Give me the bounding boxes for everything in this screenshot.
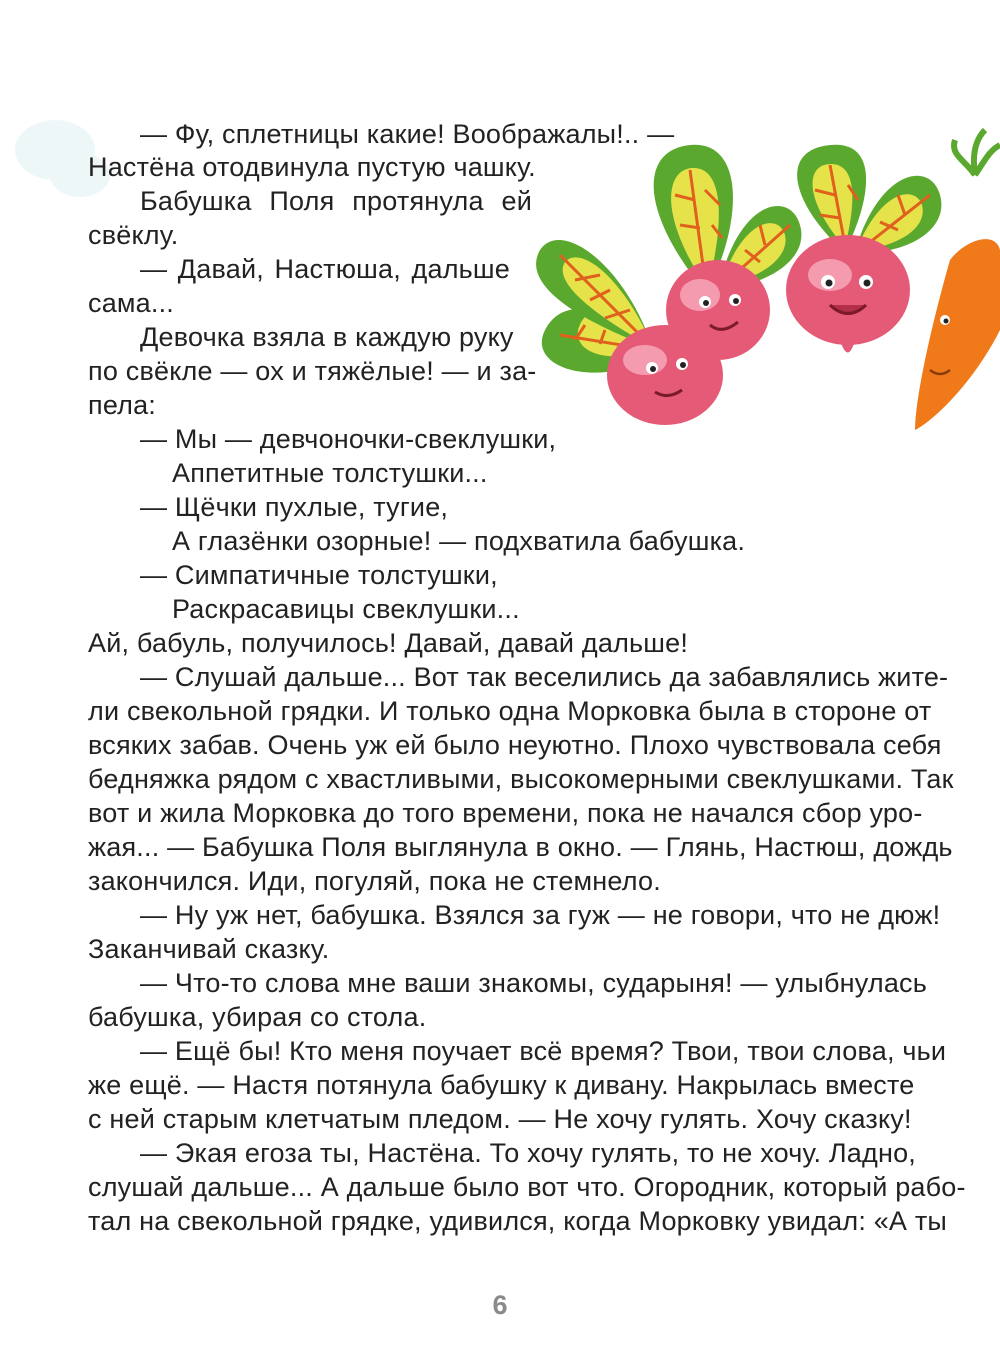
- text-line-24: — Ну уж нет, бабушка. Взялся за гуж — не говори, что не дюж!: [140, 900, 941, 930]
- text-line-14: — Симпатичные толстушки,: [140, 560, 498, 590]
- text-line-1: — Фу, сплетницы какие! Воображалы!.. —: [140, 119, 675, 149]
- text-line-25: Заканчивай сказку.: [88, 934, 330, 964]
- text-line-2: Настёна отодвинула пустую чашку.: [88, 152, 536, 182]
- text-line-4: свёклу.: [88, 220, 179, 250]
- text-line-9: пела:: [88, 390, 157, 420]
- text-line-15: Раскрасавицы свеклушки...: [172, 594, 520, 624]
- right-beet: [786, 235, 910, 353]
- text-line-31: — Экая егоза ты, Настёна. То хочу гулять, то не хочу. Ладно,: [140, 1138, 917, 1168]
- text-line-10: — Мы — девчоночки-свеклушки,: [140, 424, 557, 454]
- text-line-32: слушай дальше... А дальше было вот что. Огородник, который рабо-: [88, 1172, 966, 1202]
- text-line-8: по свёкле — ох и тяжёлые! — и за-: [88, 356, 537, 386]
- text-line-29: же ещё. — Настя потянула бабушку к дивану. Накрылась вместе: [88, 1070, 915, 1100]
- text-line-20: бедняжка рядом с хвастливыми, высокомерными свеклушками. Так: [88, 764, 954, 794]
- text-line-33: тал на свекольной грядке, удивился, когда Морковку увидал: «А ты: [88, 1206, 948, 1236]
- text-line-17: — Слушай дальше... Вот так веселились да забавлялись жите-: [140, 662, 949, 692]
- text-line-18: ли свекольной грядки. И только одна Морковка была в стороне от: [88, 696, 932, 726]
- text-line-12: — Щёчки пухлые, тугие,: [140, 492, 449, 522]
- text-line-16: Ай, бабуль, получилось! Давай, давай дальше!: [88, 628, 689, 658]
- text-line-23: закончился. Иди, погуляй, пока не стемнело.: [88, 866, 661, 896]
- left-beet: [607, 325, 723, 425]
- text-line-27: бабушка, убирая со стола.: [88, 1002, 427, 1032]
- carrot: [915, 130, 1000, 430]
- text-line-13: А глазёнки озорные! — подхватила бабушка.: [172, 526, 746, 556]
- page-number: 6: [492, 1290, 508, 1320]
- text-line-3: Бабушка Поля протянула ей: [140, 186, 532, 216]
- right-beet-leaves: [797, 145, 941, 253]
- text-line-19: всяких забав. Очень уж ей было неуютно. Плохо чувствовала себя: [88, 730, 942, 760]
- text-line-26: — Что-то слова мне ваши знакомы, сударыня! — улыбнулась: [140, 968, 927, 998]
- text-line-6: сама...: [88, 288, 174, 318]
- text-line-21: вот и жила Морковка до того времени, пока не начался сбор уро-: [88, 798, 923, 828]
- text-line-11: Аппетитные толстушки...: [172, 458, 488, 488]
- text-line-30: с ней старым клетчатым пледом. — Не хочу гулять. Хочу сказку!: [88, 1104, 912, 1134]
- text-line-7: Девочка взяла в каждую руку: [140, 322, 514, 352]
- text-line-28: — Ещё бы! Кто меня поучает всё время? Твои, твои слова, чьи: [140, 1036, 947, 1066]
- text-line-22: жая... — Бабушка Поля выглянула в окно. — Глянь, Настюш, дождь: [88, 832, 953, 862]
- text-line-5: — Давай, Настюша, дальше: [140, 254, 510, 284]
